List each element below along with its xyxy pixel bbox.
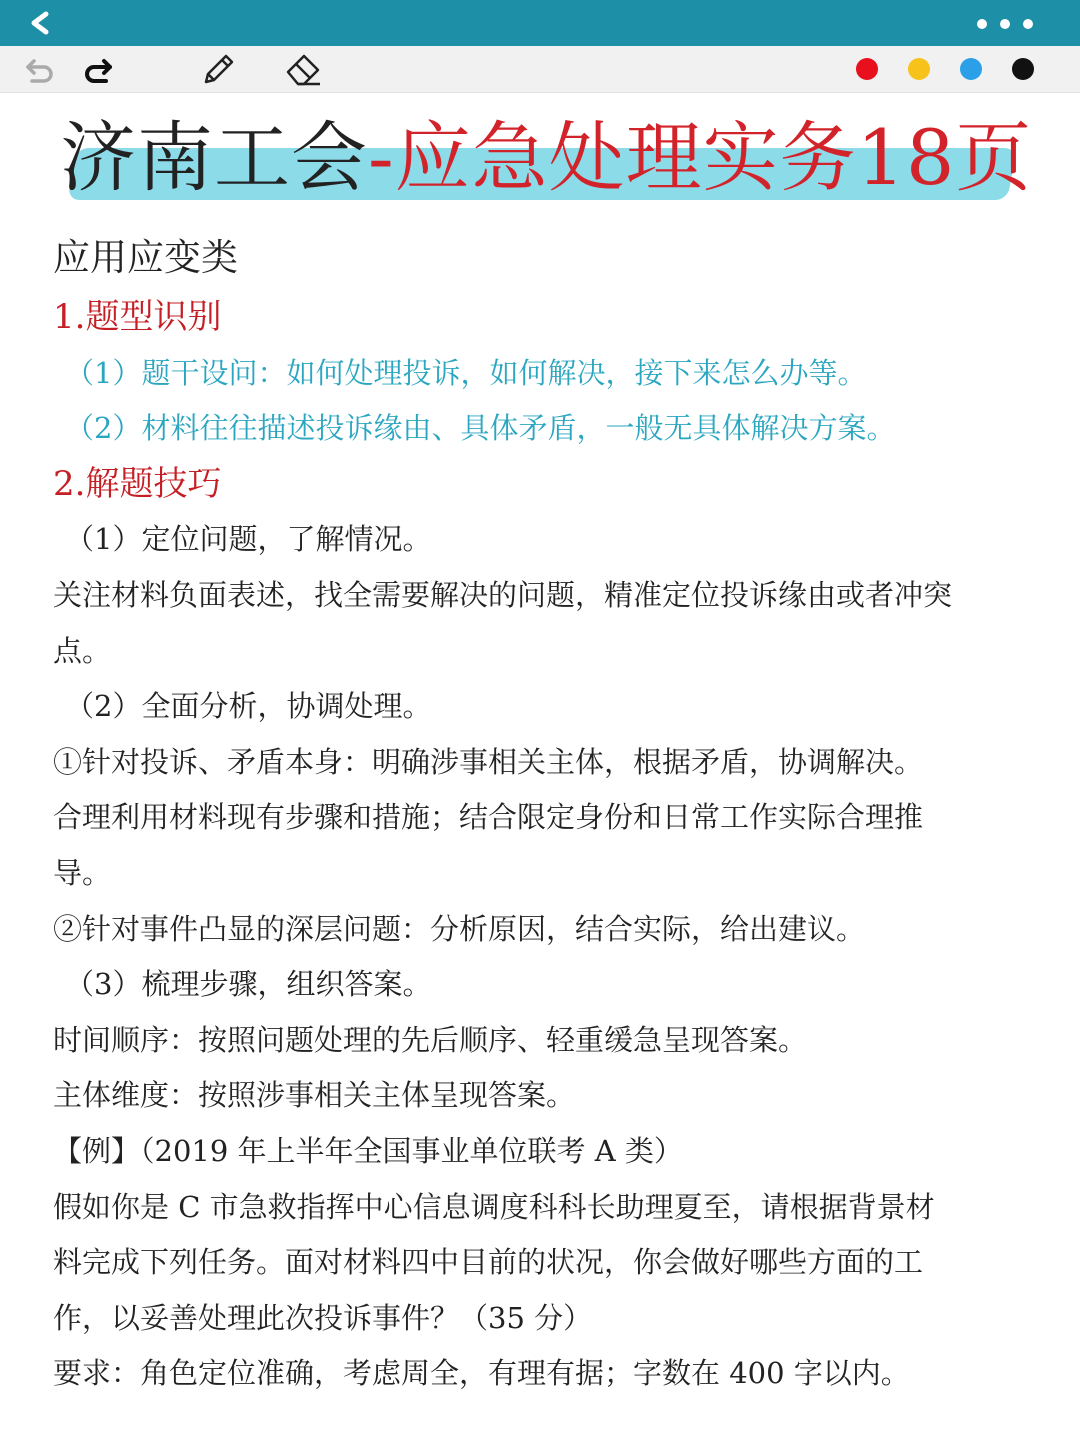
more-dots-icon <box>970 14 1040 34</box>
eraser-icon <box>282 50 324 88</box>
example-text-line: 假如你是 C 市急救指挥中心信息调度科科长助理夏至，请根据背景材 <box>53 1189 935 1224</box>
chevron-left-icon <box>22 6 58 40</box>
pencil-tool-button[interactable] <box>198 50 238 88</box>
step3-text-line: 时间顺序：按照问题处理的先后顺序、轻重缓急呈现答案。 <box>53 1022 808 1057</box>
color-black-swatch[interactable] <box>1012 58 1034 80</box>
eraser-tool-button[interactable] <box>282 50 324 88</box>
pencil-icon <box>198 50 238 88</box>
step1-title: （1）定位问题，了解情况。 <box>65 522 432 557</box>
undo-button[interactable] <box>22 52 58 86</box>
page-title <box>60 108 1033 208</box>
more-options-button[interactable] <box>970 14 1040 34</box>
redo-icon <box>80 52 116 86</box>
example-title: 【例】（2019 年上半年全国事业单位联考 A 类） <box>53 1133 683 1168</box>
back-button[interactable] <box>22 6 58 40</box>
step3-text-line: 主体维度：按照涉事相关主体呈现答案。 <box>53 1078 576 1113</box>
redo-button[interactable] <box>80 52 116 86</box>
section1-item-2: （2）材料往往描述投诉缘由、具体矛盾，一般无具体解决方案。 <box>65 411 896 446</box>
example-text-line: 要求：角色定位准确，考虑周全，有理有据；字数在 400 字以内。 <box>53 1356 910 1391</box>
color-yellow-swatch[interactable] <box>908 58 930 80</box>
step2-text-line: 导。 <box>53 855 112 890</box>
title-part-2: -应急处理实务18页 <box>368 113 1033 202</box>
step3-title: （3）梳理步骤，组织答案。 <box>65 967 432 1002</box>
page-title-block <box>60 108 1033 212</box>
step2-text-line: 合理利用材料现有步骤和措施；结合限定身份和日常工作实际合理推 <box>53 800 924 835</box>
color-blue-swatch[interactable] <box>960 58 982 80</box>
example-text-line: 料完成下列任务。面对材料四中目前的状况，你会做好哪些方面的工 <box>53 1245 924 1280</box>
step1-text-line: 点。 <box>53 633 112 668</box>
step1-text-line: 关注材料负面表述，找全需要解决的问题，精准定位投诉缘由或者冲突 <box>53 577 953 612</box>
note-content <box>53 226 1033 1402</box>
color-red-swatch[interactable] <box>856 58 878 80</box>
category-heading: 应用应变类 <box>53 236 238 279</box>
undo-icon <box>22 52 58 86</box>
section-heading-1: 1.题型识别 <box>53 297 222 337</box>
example-text-line: 作，以妥善处理此次投诉事件？（35 分） <box>53 1300 593 1335</box>
title-part-1: 济南工会 <box>60 113 368 202</box>
top-app-bar <box>0 0 1080 46</box>
step2-text-line: ①针对投诉、矛盾本身：明确涉事相关主体，根据矛盾，协调解决。 <box>53 744 924 779</box>
section1-item-1: （1）题干设问：如何处理投诉，如何解决，接下来怎么办等。 <box>65 355 867 390</box>
section-heading-2: 2.解题技巧 <box>53 463 222 504</box>
step2-text-line: ②针对事件凸显的深层问题：分析原因，结合实际，给出建议。 <box>53 911 866 946</box>
step2-title: （2）全面分析，协调处理。 <box>65 689 432 724</box>
